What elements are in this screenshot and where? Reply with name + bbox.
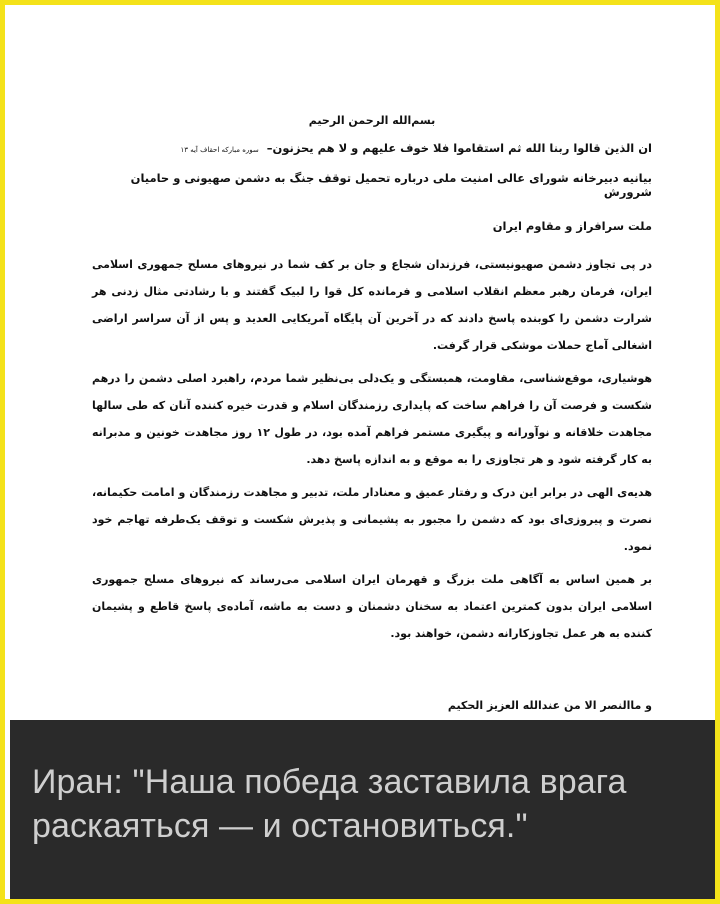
bismillah-heading: بسم‌الله الرحمن الرحیم <box>308 114 436 127</box>
verse-text: ان الذین قالوا ربنا الله ثم استقاموا فلا خوف علیهم و لا هم یحزنون– <box>266 141 652 155</box>
statement-title: بیانیه دبیرخانه شورای عالی امنیت ملی درباره تحمیل توقف جنگ به دشمن صهیونی و حامیان شرورش <box>130 171 652 199</box>
paragraph: بر همین اساس به آگاهی ملت بزرگ و قهرمان ایران اسلامی می‌رساند که نیروهای مسلح جمهوری اسلامی ایران بدون کمترین اعتماد به سخنان دشمنان و دست به ماشه، آماده‌ی پاسخ قاطع و پشیمان کننده به هر عمل تجاوزکارانه دشمن، خواهند بود. <box>92 573 652 640</box>
caption-banner <box>10 720 720 899</box>
caption-text: Иран: "Наша победа заставила врага раскаяться — и остановиться." <box>32 763 627 845</box>
document-body <box>92 114 652 712</box>
verse-reference: سوره مبارکه احقاف آیه ۱۳ <box>180 146 259 154</box>
paragraph: در پی تجاوز دشمن صهیونیستی، فرزندان شجاع و جان بر کف شما در نیروهای مسلح جمهوری اسلامی ایران، فرمان رهبر معظم انقلاب اسلامی و فرمانده کل قوا را لبیک گفتند و با رشادتی مثال زدنی هر شرارت دشمن را کوبنده پاسخ دادند که در آخرین آن پایگاه آمریکایی العدید و پس از آن سراسر اراضی اشغالی آماج حملات موشکی قرار گرفت. <box>92 258 652 352</box>
quran-verse <box>92 141 652 155</box>
paragraph: هدیه‌ی الهی در برابر این درک و رفتار عمیق و معنادار ملت، تدبیر و مجاهدت رزمندگان و امامت حکیمانه، نصرت و پیروزی‌ای بود که دشمن را مجبور به پشیمانی و پذیرش شکست و توقف یک‌طرفه تهاجم خود نمود. <box>92 486 652 553</box>
closing-line: و ماالنصر الا من عندالله العزیز الحکیم <box>447 699 652 712</box>
statement-document <box>10 10 720 720</box>
salutation: ملت سرافراز و مقاوم ایران <box>492 219 652 233</box>
paragraph: هوشیاری، موقع‌شناسی، مقاومت، همبستگی و یک‌دلی بی‌نظیر شما مردم، راهبرد اصلی دشمن را درهم شکست و فرصت آن را فراهم ساخت که پایداری رزمندگان اسلام و قدرت خیره کننده آنان که طی سالها مجاهدت خلاقانه و نوآورانه و پیگیری مستمر فراهم آمده بود، در طول ۱۲ روز مجاهدت خونین و مدبرانه به کار گرفته شود و هر تجاوزی را به موقع و به اندازه پاسخ دهد. <box>92 372 652 466</box>
